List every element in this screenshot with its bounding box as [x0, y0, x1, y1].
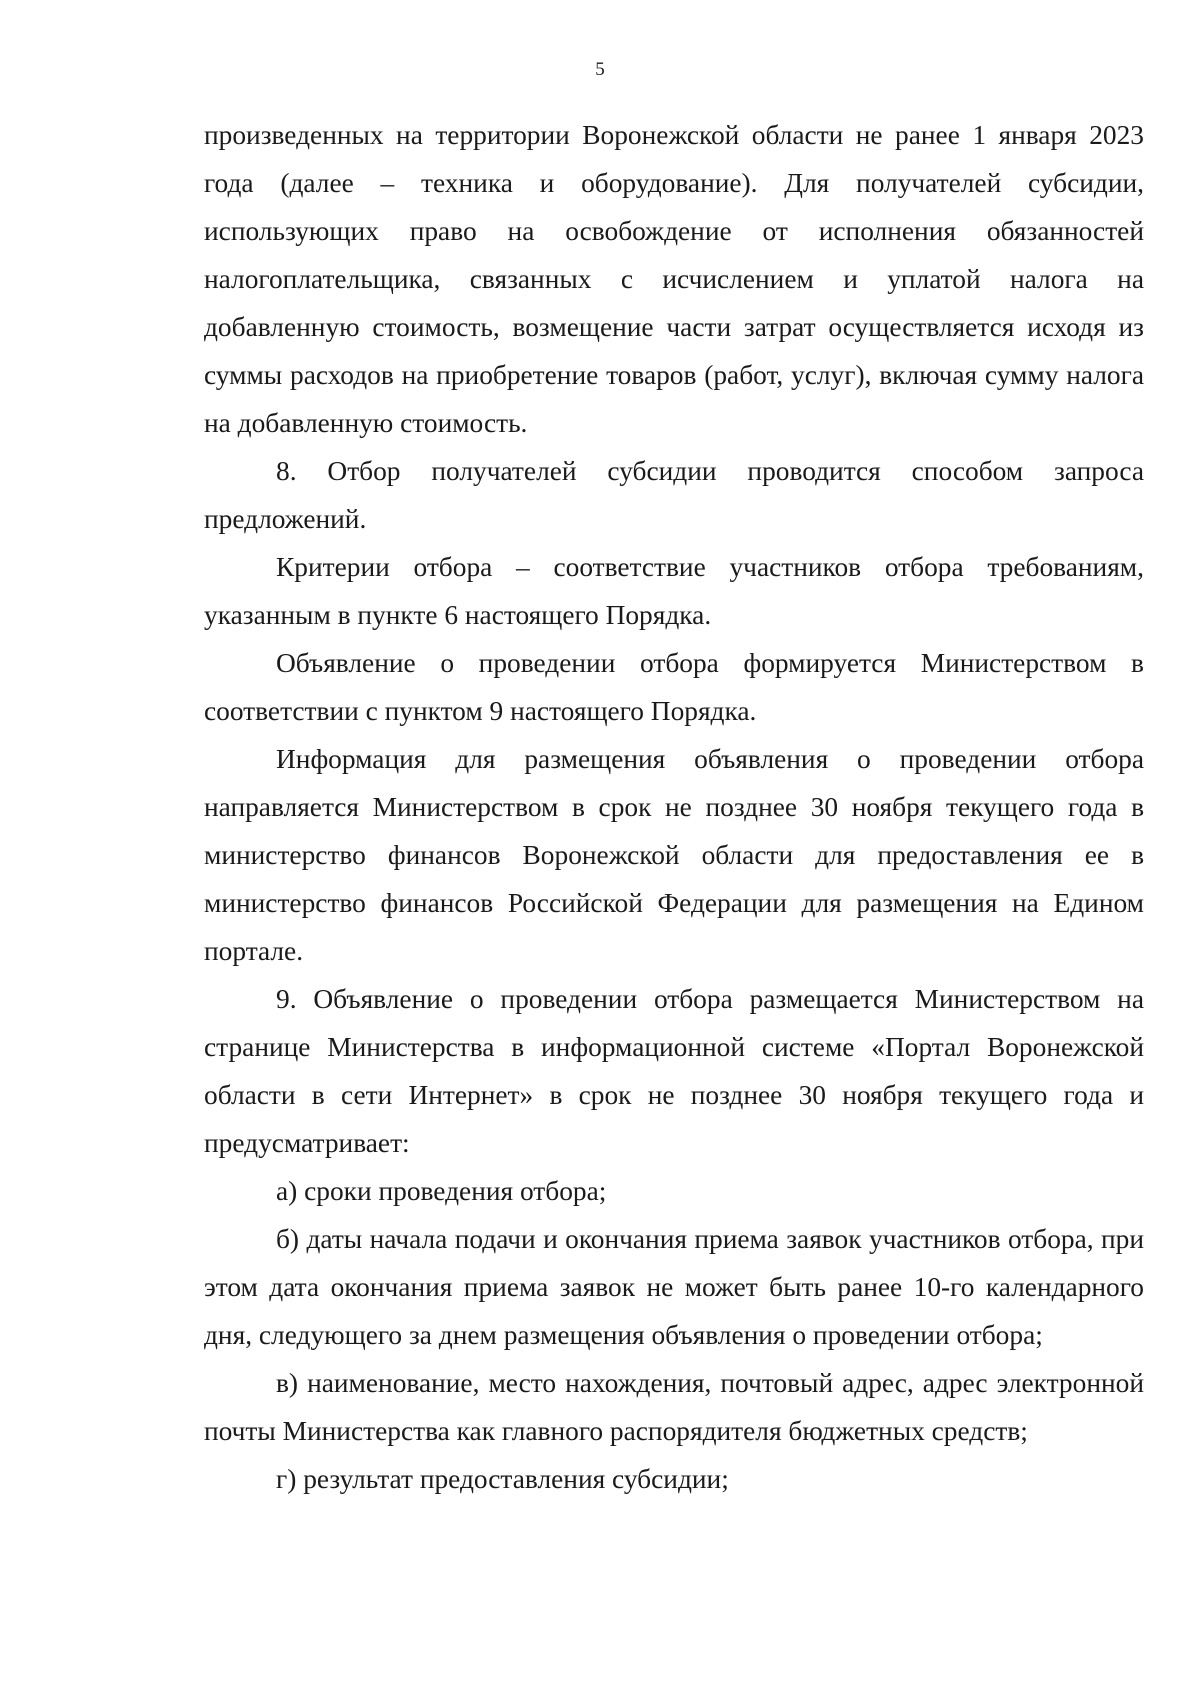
list-item-a: а) сроки проведения отбора;: [276, 1176, 607, 1206]
list-item-g: г) результат предоставления субсидии;: [276, 1464, 729, 1494]
page-number: 5: [595, 59, 605, 80]
paragraph-announcement-formation: Объявление о проведении отбора формируется Министерством в соответствии с пунктом 9 настоящего Порядка.: [204, 648, 1144, 726]
list-item-v: в) наименование, место нахождения, почтовый адрес, адрес электронной почты Министерства как главного распорядителя бюджетных средств;: [204, 1368, 1144, 1446]
paragraph-announcement-info: Информация для размещения объявления о проведении отбора направляется Министерством в срок не позднее 30 ноября текущего года в министерство финансов Воронежской области для предоставления ее в министерство финансов Российской Федерации для размещения на Едином портале.: [204, 744, 1144, 966]
paragraph-continuation: произведенных на территории Воронежской области не ранее 1 января 2023 года (далее – техника и оборудование). Для получателей субсидии, использующих право на освобождение от исполнения обязанностей налогоплательщика, связанных с исчислением и уплатой налога на добавленную стоимость, возмещение части затрат осуществляется исходя из суммы расходов на приобретение товаров (работ, услуг), включая сумму налога на добавленную стоимость.: [204, 120, 1144, 438]
paragraph-item-8: 8. Отбор получателей субсидии проводится способом запроса предложений.: [204, 456, 1144, 534]
paragraph-item-9: 9. Объявление о проведении отбора размещается Министерством на странице Министерства в информационной системе «Портал Воронежской области в сети Интернет» в срок не позднее 30 ноября текущего года и предусматривает:: [204, 984, 1144, 1158]
list-item-b: б) даты начала подачи и окончания приема заявок участников отбора, при этом дата окончания приема заявок не может быть ранее 10-го календарного дня, следующего за днем размещения объявления о проведении отбора;: [204, 1224, 1144, 1350]
paragraph-selection-criteria: Критерии отбора – соответствие участников отбора требованиям, указанным в пункте 6 настоящего Порядка.: [204, 552, 1144, 630]
document-body: [204, 111, 1144, 1503]
